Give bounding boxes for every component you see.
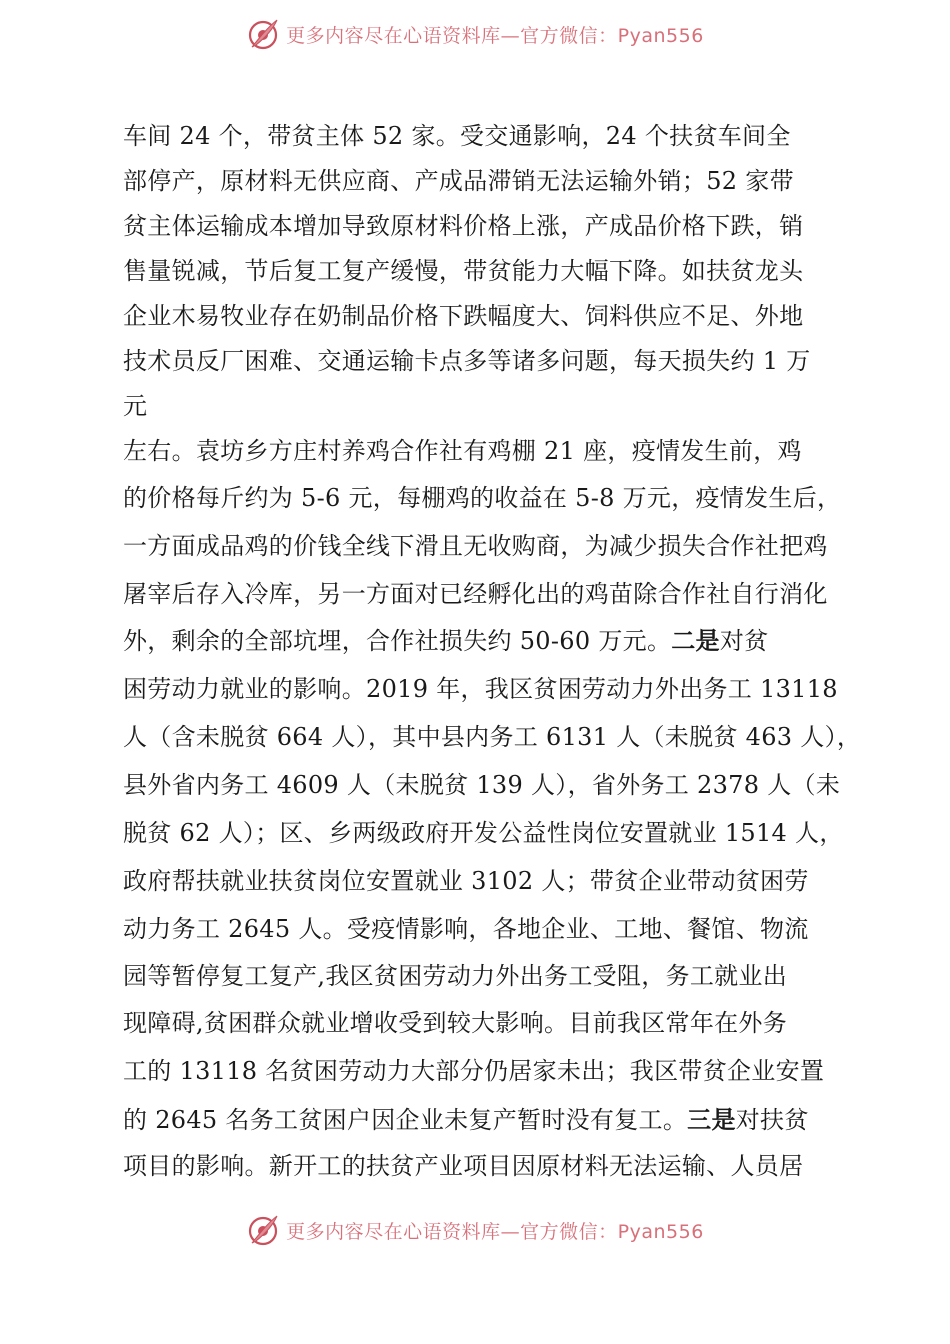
text-line: 园等暂停复工复产,我区贫困劳动力外出务工受阻，务工就业出 xyxy=(123,962,788,990)
text-line: 县外省内务工 4609 人（未脱贫 139 人），省外务工 2378 人（未 xyxy=(123,771,841,799)
text-line: 的 2645 名务工贫困户因企业未复产暂时没有复工。三是对扶贫 xyxy=(123,1106,809,1134)
text-line: 脱贫 62 人）；区、乡两级政府开发公益性岗位安置就业 1514 人， xyxy=(123,819,844,847)
text-line: 政府帮扶就业扶贫岗位安置就业 3102 人；带贫企业带动贫困劳 xyxy=(123,867,809,895)
bold-lead-text: 三是 xyxy=(687,1106,736,1134)
text-line: 的价格每斤约为 5-6 元，每棚鸡的收益在 5-8 万元，疫情发生后， xyxy=(123,484,842,512)
quill-pen-seal-icon xyxy=(246,17,280,51)
text-line: 企业木易牧业存在奶制品价格下跌幅度大、饲料供应不足、外地 xyxy=(123,302,804,330)
text-line: 项目的影响。新开工的扶贫产业项目因原材料无法运输、人员居 xyxy=(123,1152,804,1180)
footer-watermark-banner xyxy=(0,1212,950,1248)
text-line: 屠宰后存入冷库，另一方面对已经孵化出的鸡苗除合作社自行消化 xyxy=(123,580,828,608)
banner-text: 更多内容尽在心语资料库—官方微信：Pyan556 xyxy=(286,24,704,47)
text-line: 售量锐减，节后复工复产缓慢，带贫能力大幅下降。如扶贫龙头 xyxy=(123,257,804,285)
text-line: 左右。袁坊乡方庄村养鸡合作社有鸡棚 21 座，疫情发生前，鸡 xyxy=(123,437,802,465)
text-line: 技术员反厂困难、交通运输卡点多等诸多问题，每天损失约 1 万 xyxy=(123,347,811,375)
text-line: 车间 24 个，带贫主体 52 家。受交通影响，24 个扶贫车间全 xyxy=(123,122,791,150)
text-line: 现障碍,贫困群众就业增收受到较大影响。目前我区常年在外务 xyxy=(123,1009,788,1037)
banner-text: 更多内容尽在心语资料库—官方微信：Pyan556 xyxy=(286,1220,704,1243)
text-line: 部停产，原材料无供应商、产成品滞销无法运输外销；52 家带 xyxy=(123,167,794,195)
text-line: 一方面成品鸡的价钱全线下滑且无收购商，为减少损失合作社把鸡 xyxy=(123,532,828,560)
header-watermark-banner xyxy=(0,16,950,52)
text-line: 工的 13118 名贫困劳动力大部分仍居家未出；我区带贫企业安置 xyxy=(123,1057,825,1085)
text-line: 动力务工 2645 人。受疫情影响，各地企业、工地、餐馆、物流 xyxy=(123,915,809,943)
quill-pen-seal-icon xyxy=(246,1213,280,1247)
bold-lead-text: 二是 xyxy=(671,627,720,655)
text-line: 外，剩余的全部坑埋，合作社损失约 50-60 万元。二是对贫 xyxy=(123,627,769,655)
text-line: 困劳动力就业的影响。2019 年，我区贫困劳动力外出务工 13118 xyxy=(123,675,838,703)
text-line: 人（含未脱贫 664 人），其中县内务工 6131 人（未脱贫 463 人）， xyxy=(123,723,862,751)
text-line: 元 xyxy=(123,392,148,420)
text-line: 贫主体运输成本增加导致原材料价格上涨，产成品价格下跌，销 xyxy=(123,212,804,240)
